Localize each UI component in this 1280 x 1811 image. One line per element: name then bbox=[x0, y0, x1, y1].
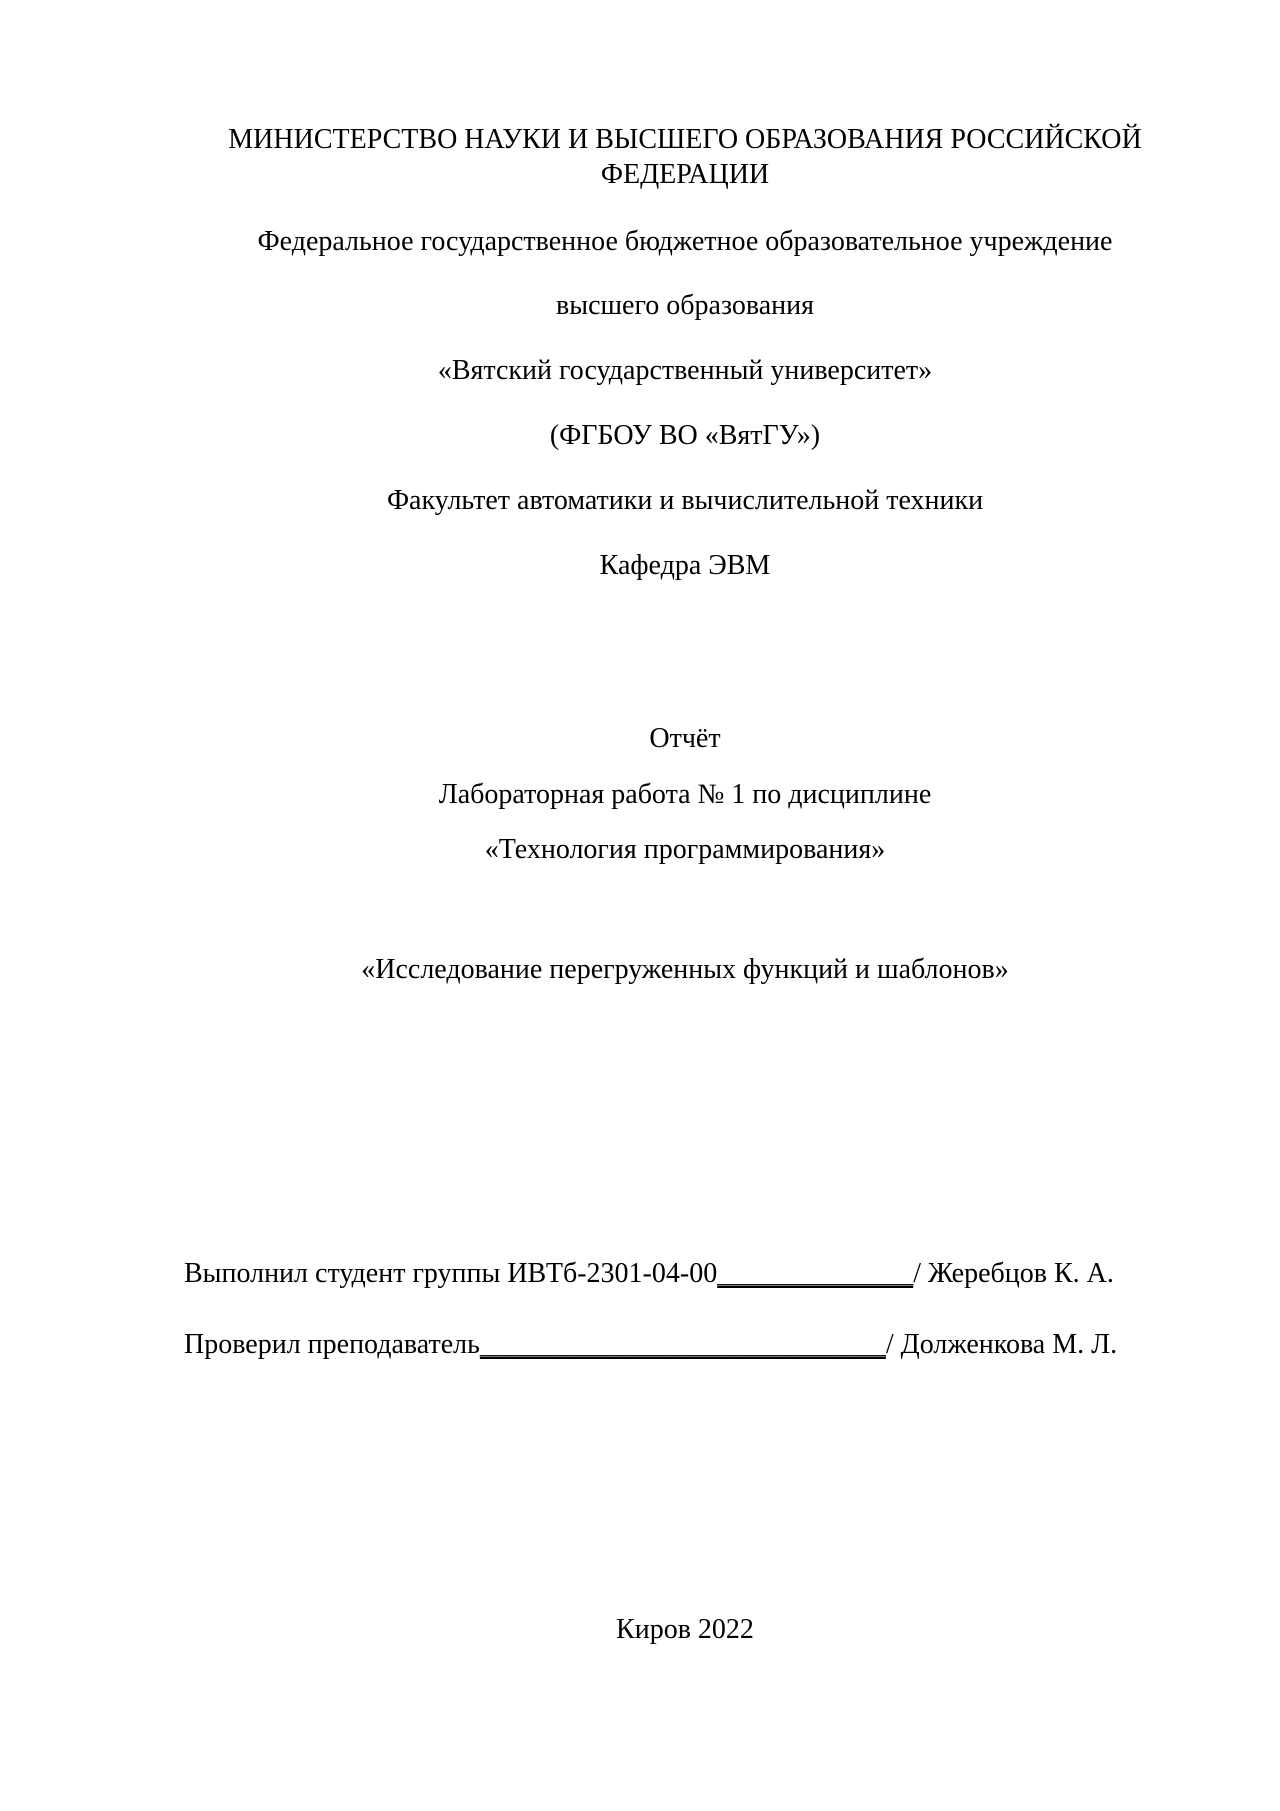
department-name: Кафедра ЭВМ bbox=[599, 550, 771, 581]
teacher-name: / Долженкова М. Л. bbox=[885, 1329, 1118, 1360]
teacher-signature-blank: _____________________________ bbox=[479, 1329, 886, 1360]
university-abbreviation: (ФГБОУ ВО «ВятГУ») bbox=[549, 420, 821, 451]
discipline-name: «Технология программирования» bbox=[484, 834, 886, 865]
lab-work-line: Лабораторная работа № 1 по дисциплине bbox=[438, 779, 932, 810]
student-signature-blank: ______________ bbox=[717, 1258, 914, 1289]
document-type: Отчёт bbox=[649, 723, 721, 754]
education-level: высшего образования bbox=[556, 290, 814, 321]
student-name: / Жеребцов К. А. bbox=[913, 1258, 1114, 1289]
teacher-label: Проверил преподаватель bbox=[184, 1329, 480, 1360]
university-name: «Вятский государственный университет» bbox=[437, 355, 933, 386]
faculty-name: Факультет автоматики и вычислительной техники bbox=[386, 485, 984, 516]
teacher-signature-line bbox=[184, 1327, 1117, 1362]
institution-type: Федеральное государственное бюджетное образовательное учреждение bbox=[257, 226, 1113, 257]
student-label: Выполнил студент группы ИВТб-2301-04-00 bbox=[184, 1258, 718, 1289]
student-signature-line bbox=[184, 1256, 1114, 1291]
ministry-heading: МИНИСТЕРСТВО НАУКИ И ВЫСШЕГО ОБРАЗОВАНИЯ РОССИЙСКОЙ ФЕДЕРАЦИИ bbox=[228, 124, 1142, 190]
city-year: Киров 2022 bbox=[616, 1614, 754, 1645]
report-topic: «Исследование перегруженных функций и шаблонов» bbox=[361, 954, 1009, 985]
